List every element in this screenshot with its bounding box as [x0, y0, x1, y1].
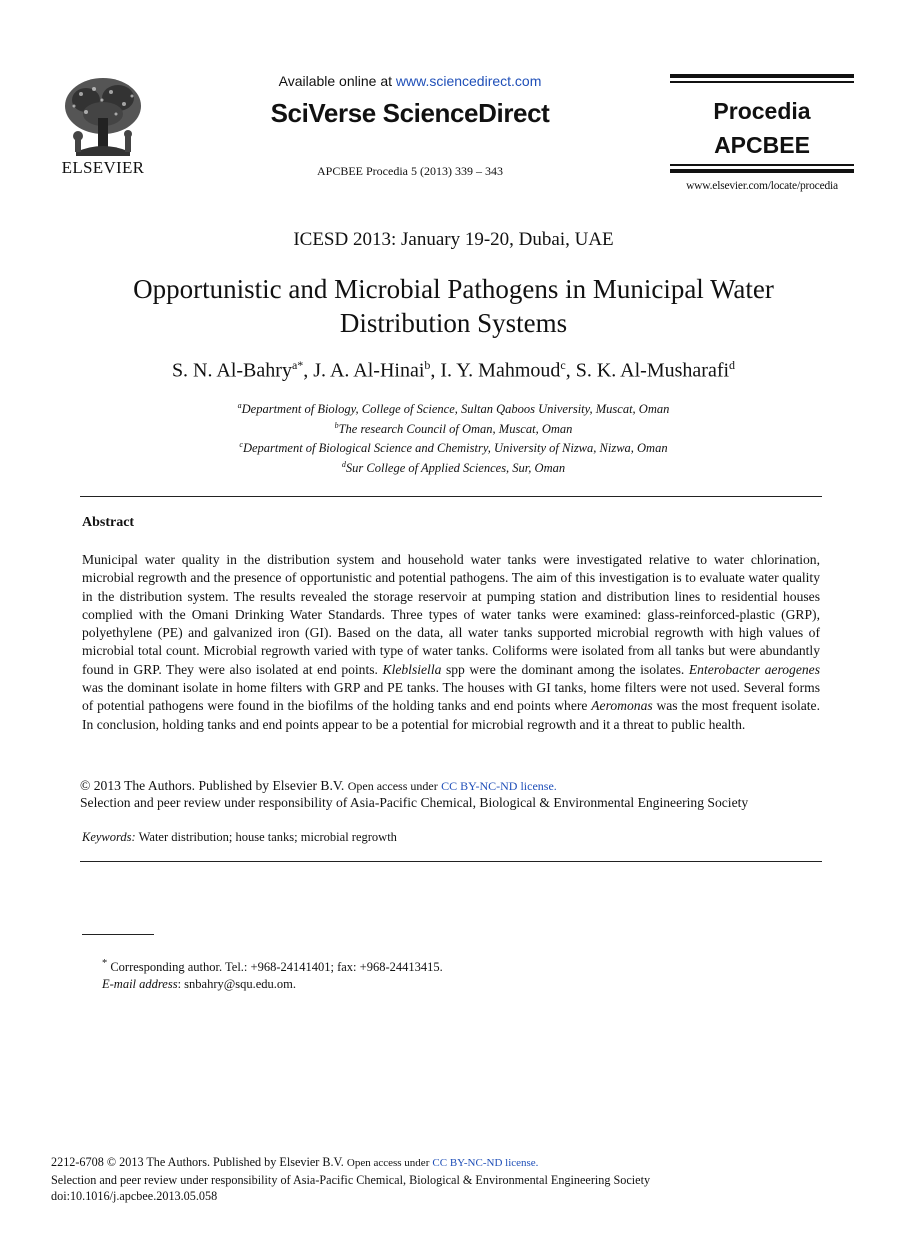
author: S. K. Al-Musharafi	[575, 359, 730, 382]
author: I. Y. Mahmoud	[440, 359, 561, 382]
author-list: S. N. Al-Bahry$^{a*}$, J. A. Al-Hinai$^b$, I. Y. Mahmoud$^c$, S. K. Al-Musharafi$^d$	[171, 358, 736, 382]
platform-name: SciVerse ScienceDirect	[270, 98, 550, 128]
conference-name: ICESD 2013: January 19-20, Dubai, UAE	[293, 229, 614, 250]
doi[interactable]: doi:10.1016/j.apcbee.2013.05.058	[51, 1189, 218, 1203]
paper-title: Opportunistic and Microbial Pathogens in Municipal Water Distribution Systems	[133, 274, 774, 338]
publisher-logo-text: ELSEVIER	[61, 158, 145, 177]
page-footer: 2212-6708 © 2013 The Authors. Published by Elsevier B.V. Open access under CC BY-NC-ND license. Selection and peer review under responsibility of Asia-Pacific Chemical, Biological & Environmental Engineering Society doi:10.1016/j.apcbee.2013.05.058	[51, 1155, 651, 1203]
footnote-rule	[82, 934, 154, 935]
copyright-line: © 2013 The Authors. Published by Elsevier B.V. Open access under CC BY-NC-ND license.	[80, 778, 557, 793]
badge-rule-bottom	[670, 169, 854, 173]
abstract-body: Municipal water quality in the distribution system and household water tanks were investigated relative to water chlorination, microbial regrowth and the presence of opportunistic and potential pathogens. The aim of this investigation is to evaluate water quality in the distribution system. The results revealed the storage reservoir at pumping station and distribution lines to residential houses complied with the Omani Drinking Water Standards. Three types of water tanks were examined: glass-reinforced-plastic (GRP), polyethylene (PE) and galvanized iron (GI). Based on the data, all water tanks supported microbial regrowth with high values of microbial total count. Microbial regrowth varied with type of water tanks. Coliforms were isolated from all tanks but were abundantly found in GRP. They were also isolated at end points. Kleblsiella spp were the dominant among the isolates. Enterobacter aerogenes was the dominant isolate in home filters with GRP and PE tanks. The houses with GI tanks, home filters were not used. Several forms of potential pathogens were found in the biofilms of the holding tanks and end points where Aeromonas was the most frequent isolate. In conclusion, holding tanks and end points appear to be a potential for microbial regrowth and it a threat to public health.	[82, 552, 820, 732]
affiliation: $^a$Department of Biology, College of Science, Sultan Qaboos University, Muscat, Oman	[237, 401, 670, 417]
journal-url[interactable]: www.elsevier.com/locate/procedia	[686, 180, 838, 192]
license-link[interactable]: CC BY-NC-ND license.	[441, 779, 557, 793]
journal-reference: APCBEE Procedia 5 (2013) 339 – 343	[317, 164, 503, 178]
abstract-heading: Abstract	[82, 515, 135, 530]
journal-name: Procedia APCBEE	[713, 98, 811, 158]
abstract-bottom-rule	[80, 861, 822, 862]
badge-rule-bottom-thin	[670, 164, 854, 166]
affiliation: $^c$Department of Biological Science and Chemistry, University of Nizwa, Nizwa, Oman	[239, 440, 668, 456]
badge-rule-top	[670, 74, 854, 78]
available-online: Available online at www.sciencedirect.com	[278, 73, 542, 89]
footnote: * Corresponding author. Tel.: +968-24141401; fax: +968-24413415. E-mail address: snbahry@squ.edu.om.	[102, 958, 443, 992]
keywords: Keywords: Water distribution; house tanks; microbial regrowth	[82, 830, 397, 844]
author: S. N. Al-Bahry	[171, 359, 292, 382]
affiliations	[0, 398, 907, 477]
sciencedirect-link[interactable]: www.sciencedirect.com	[395, 73, 542, 89]
email-address[interactable]: : snbahry@squ.edu.om.	[177, 977, 297, 992]
journal-badge	[670, 74, 854, 174]
peer-review-line: Selection and peer review under responsibility of Asia-Pacific Chemical, Biological & Environmental Engineering Society	[80, 795, 749, 810]
affiliation: $^b$The research Council of Oman, Muscat, Oman	[334, 420, 573, 436]
badge-rule-top-thin	[670, 81, 854, 83]
affiliation: $^d$Sur College of Applied Sciences, Sur, Oman	[341, 459, 566, 476]
abstract-top-rule	[80, 496, 822, 497]
footer-license-link[interactable]: CC BY-NC-ND license.	[432, 1157, 539, 1169]
author: J. A. Al-Hinai	[313, 359, 425, 382]
